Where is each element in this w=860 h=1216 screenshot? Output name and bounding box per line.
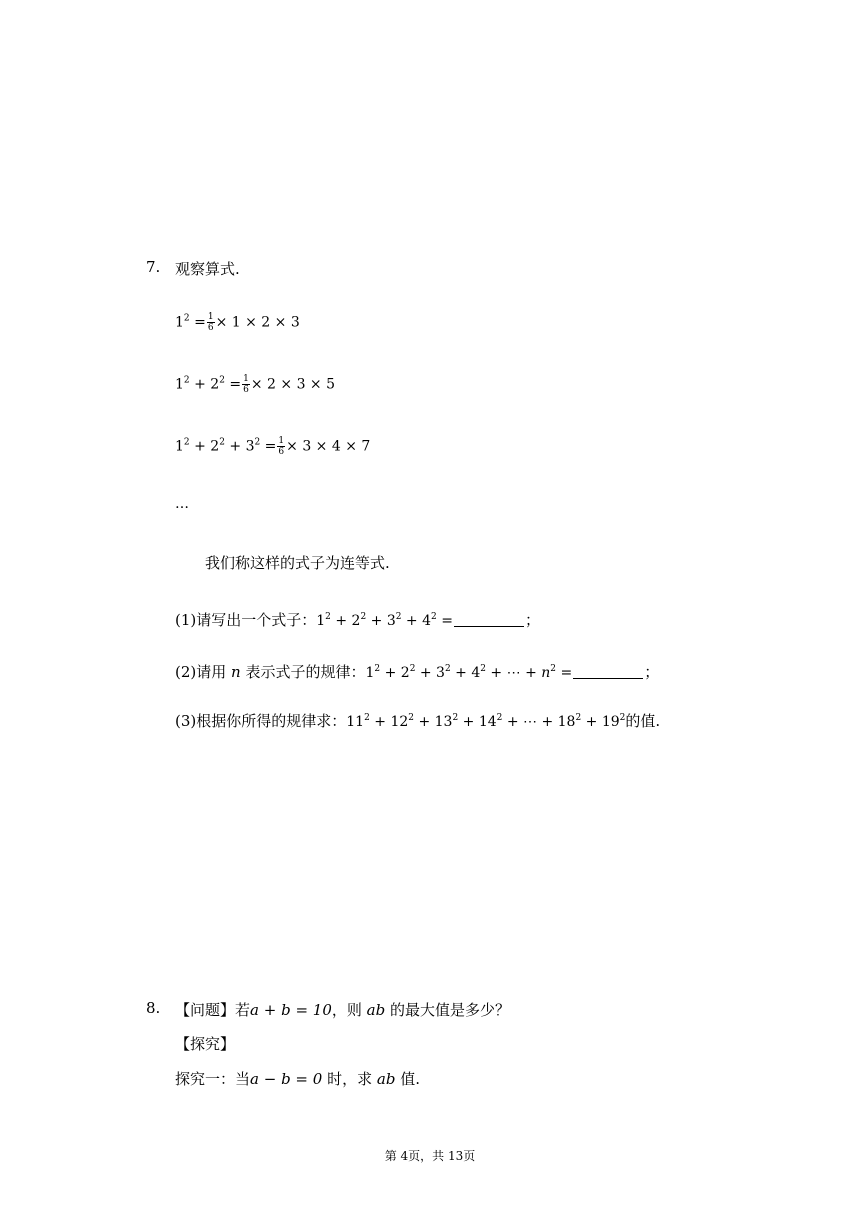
equation-3: $1^2 + 2^2 + 3^2$ = $\frac{1}{6}$ × 3 × 4 × 7 bbox=[175, 436, 371, 457]
answer-blank-2[interactable] bbox=[573, 664, 643, 679]
question-7-intro: 观察算式. bbox=[175, 260, 240, 278]
answer-blank-1[interactable] bbox=[454, 612, 524, 627]
ellipsis: … bbox=[175, 496, 189, 512]
part-2: (2)请用 n 表示式子的规律：$1^2 + 2^2 + 3^2 + 4^2$ + ⋯ + $n^2$ = ； bbox=[175, 663, 660, 681]
part-1: (1)请写出一个式子：$1^2 + 2^2 + 3^2 + 4^2$ = ； bbox=[175, 611, 540, 629]
part-3: (3)根据你所得的规律求：$11^2 + 12^2 + 13^2 + 14^2$ + ⋯ + $18^2 + 19^2$的值. bbox=[175, 712, 661, 730]
page-footer: 第 4页，共 13页 bbox=[384, 1149, 476, 1163]
question-7-number: 7. bbox=[146, 258, 161, 276]
explore-1: 探究一：当a − b = 0 时，求 ab 值. bbox=[175, 1070, 420, 1088]
fraction-one-sixth: $\frac{1}{6}$ bbox=[243, 374, 249, 395]
explore-label: 【探究】 bbox=[175, 1035, 236, 1053]
equation-1: $1^2$ = $\frac{1}{6}$ × 1 × 2 × 3 bbox=[175, 312, 300, 333]
question-8-problem: 【问题】若a + b = 10，则 ab 的最大值是多少？ bbox=[175, 1001, 510, 1019]
question-8-number: 8. bbox=[146, 999, 161, 1017]
note-text: 我们称这样的式子为连等式. bbox=[205, 554, 390, 572]
fraction-one-sixth: $\frac{1}{6}$ bbox=[207, 312, 214, 333]
fraction-one-sixth: $\frac{1}{6}$ bbox=[278, 436, 285, 457]
equation-2: $1^2 + 2^2$ = $\frac{1}{6}$ × 2 × 3 × 5 bbox=[175, 374, 336, 395]
